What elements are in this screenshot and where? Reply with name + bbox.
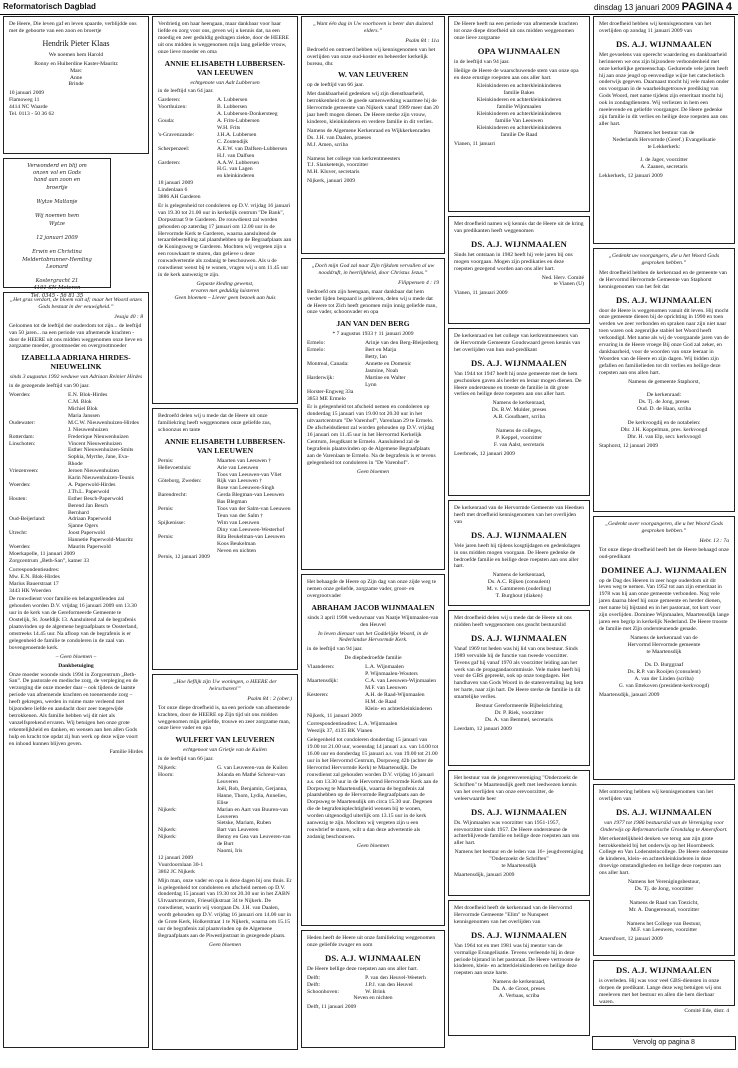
- family-row: Gouda: A. Frits-Lubbersen W.H. Frits: [158, 118, 260, 131]
- deceased-name: DS. A.J. WIJNMAALEN: [324, 952, 422, 963]
- family-row: Maartensdijk: C.A. van Leeuwen-Wijnmaalen M.F. van Leeuwen: [307, 677, 436, 691]
- family-row: Oudewater: M.C.W. Nieuwenhuizen-Hirdes J. Nieuwenhuizen: [9, 419, 139, 433]
- birth-announcement-1: De Heere, Die leven gaf en leven spaarde, verblijdde ons met de geboorte van een zoon en broertje Hendrik Pieter Klaas We noemen hem Harold Ronny en Huiberdine Kaster-Mauritz Marc Anne Brinde 10 januari 2009 Flamoweg 11 4414 NC Waarde Tel. 0113 - 50 36 62: [3, 16, 149, 154]
- family-row: Nijkerk: Marian en Aart van Buuren-van Leuveren Sietske, Mariam, Ruben: [158, 806, 289, 827]
- page-number: 4: [725, 1, 732, 13]
- deceased-name: ABRAHAM JACOB WIJNMAALEN: [311, 602, 435, 612]
- column-1: [3, 16, 149, 1056]
- family-row: Garderen: A.A.W. Lubbersen H.G. van Lagen en kleinkinderen: [158, 159, 260, 180]
- family-row: Pernis: Rita Beukelman-van Leeuwen Koos Beukelman: [158, 533, 285, 547]
- newspaper-name: Reformatorisch Dagblad: [3, 2, 96, 11]
- notice-comite-vianen: Met droefheid namen wij kennis dat de Heere uit de kring van predikanten heeft weggenomen DS. A.J. WIJNMAALEN Sinds het ontstaan in 1982 heeft hij vele jaren bij ons mogen voorgaan. Mogen zijn predikaties en deze roepsten gezegend worden aan ons aller hart. Ned. Herv. Comité te Vianen (U) Vianen, 11 januari 2009: [448, 216, 590, 324]
- notice-maartensdijk: „Gedenkt uwer voorgangeren, die u het Woord Gods gesproken hebben.” Hebr. 13 : 7a Tot onze diepe droefheid heeft het de Heere behaagd onze oud-predikant DOMINEE A.J. WIJNMAALEN op de Dag des Heeren in zeer hoge ouderdom uit dit leven weg te nemen. Van 1952 tot aan zijn emeritaat in 1978 was hij aan onze gemeente verbonden. Nog vele jaren daarna bleef hij onze gemeente en herder dienen, met name bij bijstand en in het pastoraat, tot kort voor zijn overlijden. Dominee Wijnmaalen, Maartensdijk lange jaren een begrip in kerkelijk Nederland. De Heere trooste de familie met Zijn ondersteunende genade. Namens de kerkenraad van de Hervormd Hervormde gemeente te Maartensdijk Ds. D. Burggraaf Ds. R.P. van Rooijen (consulent) A. van der Linden (scriba) G. van Ettekoven (president-kerkvoogd) Maartensdijk, januari 2009: [593, 516, 735, 780]
- notice-opa-wijnmaalen: De Heere heeft na een periode van afnemende krachten tot onze diepe droefheid uit ons midden weggenomen onze lieve zorgzame OPA WIJNMAALEN in de leeftijd van 94 jaar. Heilige de Heere de waarschuwende stem van onze opa en deze ernstige roepsten aan ons aller hart. Kleinkinderen en achterkleinkinderen familie Bakes Kleinkinderen en achterkleinkinderen familie Wijnmaalen Kleinkinderen en achterkleinkinderen familie Van Leeuwen Kleinkinderen en achterkleinkinderen familie De Raad Vianen, 11 januari: [448, 16, 590, 212]
- family-row: Vlaanderen: L.A. Wijnmaalen P. Wijnmaalen-Wouters: [307, 664, 418, 678]
- family-row: Garderen: A. Lubbersen: [158, 97, 248, 104]
- deceased-name: OPA WIJNMAALEN: [477, 45, 561, 56]
- notice-nunspeet: Met droefheid heeft de kerkenraad van de Hervormd Hervormde Gemeente "Elim" te Nunspeet kennisgenomen van het overlijden van DS. A.J. WIJNMAALEN Van 1964 tot en met 1981 was hij mentor van de vormalige Evangelisatie. Tevens verleende hij in deze periode bijstand in het pastoraat. De Heere vertrooste de kinderen, klein- en achterkleinkinderen en heilige deze roepsten aan onze harte. Namens de kerkenraad, Ds. A. de Groot, preses A. Verbaas, scriba: [448, 900, 590, 1036]
- deceased-name: DS. A.J. WIJNMAALEN: [470, 632, 568, 643]
- family-row: Oud-Beijerland: Adriaan Paperwold Sjanne Ogers: [9, 516, 112, 530]
- obituary-van-leuveren: „Hoe lieflijk zijn Uw woningen, o HEERE der heirscharen!” Psalm 84 : 2 (ober.) Tot onze diepe droefheid is, na een periode van afnemende krachten, door de HEERE op Zijn tijd uit ons midden weggenomen mijn geliefde, trouwe en zeer zorgzame man, onze lieve vader en opa WULFERT VAN LEUVEREN echtgenoot van Grietje van de Kuilen in de leeftijd van 66 jaar. Nijkerk: G. van Leuveren-van de Kuilen Hoorn: Jolanda en Mathé Schreur-van Leuveren Joël, Rob, Benjamin, Gerjanna, Hanne, Thom, Lydia, Annelies, Elise Nijkerk: Marian en Aart van Buuren-van Leuveren Sietske, Mariam, Ruben Nijkerk: Bart van Leuveren Nijkerk: Benny en Gea van Leuveren-van de Burt Naomi, Iris 12 januari 2009 Vuurdoornlaan 30-1 3862 JC Nijkerk Mijn man, onze vader en opa is deze dagen bij ons thuis. Er is gelegenheid tot condoleren en afscheid nemen op D.V. donderdag 15 januari van 19.30 tot 20.30 uur in het ZABN Uitvaartcentrum, Frieselijkstraat 34 te Nijkerk. De rouwdienst, waarin wij voorgaan Ds. J.H. van Daalen, wordt gehouden op D.V. vrijdag 16 januari om 14.00 uur in de Grote Kerk, Holkerstraat 1 te Nijkerk, waarna om 15.15 uur de begrafenis zal plaatsvinden op de Algemene Begraafplaats aan de Piwestijnstraat in gezegende plaats. Geen bloemen: [152, 674, 298, 1050]
- page-header: [0, 0, 738, 14]
- notice-school-association: Met ontroering hebben wij kennisgenomen van het overlijden van DS. A.J. WIJNMAALEN van 1977 tot 1986 bestuurslid van de Vereniging voor Onderwijs op Reformatorische Grondslag te Amersfoort. Met erkentelijkheid denken we terug aan zijn grote betrokkenheid bij het onderwijs op het Hoornbeeck College en Van Lodensteincollege. De Heere ondersteune de kinderen, klein- en achterkleinkinderen in deze droevige omstandigheden en heilige deze roepsten aan ons aller hart. Namens het Verenigingsbestuur, Ds. Tj. de Jong, voorzitter Namens de Raad van Toezicht, Mr. A. Dangerenoud, voorzitter Namens het College van Bestuur, M.F. van Leeuwen, voorzitter Amersfoort, 12 januari 2009: [593, 784, 735, 956]
- obituary-lubbersen: Verdrietig om haar heengaan, maar dankbaar voor haar liefde en zorg voor ons, geven wij u kennis dat, na een moedig en zeer geduldig gedragen ziekte, door de HEERE uit ons midden is weggenomen mijn lang geliefde vrouw, onze lieve moeder en oma ANNIE ELISABETH LUBBERSEN-VAN LEEUWEN echtgenote van Aalt Lubbersen in de leeftijd van 64 jaar. Garderen: A. Lubbersen Voorthuizen: B. Lubbersen A. Lubbersen-Donkersteeg Gouda: A. Frits-Lubbersen W.H. Frits 's-Gravenzande: J.H.A. Lubbersen C. Zoutendijk Scherpenzeel: A.E.W. van Dalfsen-Lubbersen H.J. van Dalfsen Garderen: A.A.W. Lubbersen H.G. van Lagen en kleinkinderen 18 januari 2009 Lindenlaan 6 3886 AH Garderen Er is gelegenheid tot condoleren op D.V. vrijdag 16 januari van 19.30 tot 21.00 uur in kerkelijk centrum "De Bank", Dorpsstraat 9 te Garderen. De rouwdienst zal worden gehouden op zaterdag 17 januari om 12.00 uur in de Hervormde Kerk te Garderen, waarna aansluitend de teraardebestelling zal plaatshebben op de Begraafplaats aan de Koningsweg te Garderen. Mochten wij vergeten zijn u een rouwkaart te sturen, dan gelieve u deze rouwadvertentie als zodanig te beschouwen. Als u de rouwdienst wenst bij te wonen, vragen wij u om 11.45 uur in de kerk aanwezig te zijn. Gepaste kleding gewenst, ervaren met geduldig luisteren Geen bloemen – Liever geen bezoek aan huis: [152, 16, 298, 404]
- family-row: Pernis: Toos van der Salm-van Leeuwen Teun van der Salm †: [158, 506, 291, 519]
- notice-van-leuveren-church: „Want één dag in Uw voorhoven is beter dan duizend elders.” Psalm 84 : 11a Bedroefd en ontroerd hebben wij kennisgenomen van het overlijden van onze oud-koster en beheerder kerkelijk bureau, dhr. W. VAN LEUVEREN op de leeftijd van 66 jaar. Met dankbaarheid gedenken wij zijn dienstbaarheid, betrokkenheid en de goede samenwerking waarmee hij de Hervormde gemeente van Nijkerk vanaf 1989 meer dan 20 jaar heeft mogen dienen. De Heere sterke zijn vrouw, kinderen, kleinkinderen en verdere familie in dit verlies. Namens de Algemene Kerkenraad en Wijkkerkenraden Ds. J.H. van Daalen, praeses M.J. Amen, scriba Namens het college van kerkrentmeesters T.J. Slanketetsjn, voorzitter M.H. Kluver, secretaris Nijkerk, januari 2009: [301, 16, 445, 254]
- deceased-name: DS. A.J. WIJNMAALEN: [470, 806, 568, 817]
- family-row: Woerden: Maurits Paperwold: [9, 544, 111, 551]
- deceased-name: DS. A.J. WIJNMAALEN: [615, 294, 713, 305]
- column-3: [301, 16, 445, 1056]
- family-row: Hoorn: Jolanda en Mathé Schreur-van Leuveren Joël, Rob, Benjamin, Gerjanna, Hanne, Thom, Lydia, Annelies, Elise: [158, 772, 288, 806]
- family-row: Nijkerk: G. van Leuveren-van de Kuilen: [158, 765, 288, 772]
- deceased-name: DS. A.J. WIJNMAALEN: [470, 357, 568, 368]
- family-row: Spijkenisse: Wim van Leeuwen Diny van Leeuwen-Westerhof: [158, 519, 285, 533]
- family-row: Ermelo: Bert en Marja Betty, Ian: [307, 347, 397, 361]
- deceased-name: IZABELLA ADRIANA HIRDES-NIEUWELINK: [21, 353, 131, 372]
- family-row: Houten: Esther Besch-Paperwold Berend Jan Besch Bernhard: [9, 495, 124, 516]
- page-label: PAGINA: [681, 1, 724, 13]
- notice-youth-association: Het bestuur van de jongerenvereniging "Onderzoekt de Schriften" te Maartensdijk geeft met leedwezen kennis van het overlijden van onze erevoorzitter, de weleerwaarde heer DS. A.J. WIJNMAALEN Ds. Wijnmaalen was voorzitter van 1951-1957, erevoorzitter sinds 1957. De Heere ondersteune de achterblijvende familie en heilige deze roepsten aan ons aller hart. Namens het bestuur en de leden van 16+ jeugdvereniging "Onderzoekt de Schriften" te Maartensdijk Maartensdijk, januari 2009: [448, 770, 590, 896]
- family-row: Hellevoetsluis: Arie van Leeuwen Toos van Leeuwen-van Vliet: [158, 464, 282, 478]
- header-rule: [0, 14, 738, 15]
- column-2: [152, 16, 298, 1056]
- family-row: Göteborg, Zweden: Rijk van Leeuwen † Rose van Leeuwen-Singh: [158, 478, 275, 492]
- obituary-lubbersen-family: Bedroefd delen wij u mede dat de Heere uit onze familiekring heeft weggenomen onze geliefde zus, schoonzus en tante ANNIE ELISABETH LUBBERSEN-VAN LEEUWEN Pernis: Maarten van Leeuwen † Hellevoetsluis: Arie van Leeuwen Toos van Leeuwen-van Vliet Göteborg, Zweden: Rijk van Leeuwen † Rose van Leeuwen-Singh Barendrecht: Gerda Blegman-van Leeuwen Bas Blegman Pernis: Toos van der Salm-van Leeuwen Teun van der Salm † Spijkenisse: Wim van Leeuwen Diny van Leeuwen-Westerhof Pernis: Rita Beukelman-van Leeuwen Koos Beukelman Neven en nichten Pernis, 12 januari 2009: [152, 408, 298, 670]
- deceased-name: W. VAN LEUVEREN: [337, 70, 409, 80]
- family-row: Nijkerk: Bart van Leuveren: [158, 827, 259, 834]
- deceased-name: ANNIE ELISABETH LUBBERSEN-VAN LEEUWEN: [164, 58, 286, 77]
- deceased-name: WULFERT VAN LEUVEREN: [175, 735, 275, 745]
- birth-announcement-2: [3, 158, 111, 299]
- family-row: Ermelo: Arinje van den Berg-Bleijenberg: [307, 340, 439, 347]
- deceased-name: JAN VAN DEN BERG: [336, 319, 410, 329]
- family-row: Pernis: Maarten van Leeuwen †: [158, 457, 272, 464]
- column-4: [448, 16, 590, 1056]
- page-date: dinsdag 13 januari 2009 PAGINA 4: [594, 1, 732, 13]
- notice-lekkerkerk: Met droefheid hebben wij kennisgenomen van het overlijden op zondag 11 januari 2009 van DS. A.J. WIJNMAALEN Met gevoelens van operecht waardering en dankbaarheid herinneren we ons zijn bijzondere verbondenheid met onze kerkelijke gemeenschap. Gedurende vele jaren heeft hij aan onze jeugd op eenvoudige wijze het catechetisch onderwijs gegeven. Daarnaast mocht hij vele malen onder ons voorgaan in de waarheidsgetrouwe prediking van Gods Woord, met name tijdens zijn emeritaat mocht hij ook in zondagdiensten. Wij verliezen in hem een meelevende en geliefde voorganger. De Heere gedenke zijn familie in dit verlies en heilige deze roepsten aan ons aller hart. Namens het bestuur van de Nederlands Hervormde (Geref.) Evangelisatie te Lekkerkerk: J. de Jager, voorzitter A. Zaanen, secretaris Lekkerkerk, 12 januari 2009: [593, 16, 735, 244]
- notice-gbs: Met droefheid delen wij u mede dat de Heere uit ons midden heeft weggenomen ons geacht bestuurslid DS. A.J. WIJNMAALEN Vanaf 1969 tot heden was hij lid van ons bestuur. Sinds 1989 vervulde hij de functie van tweede voorzitter. Tevens gaf hij vanaf 1970 als voorzitter leiding aan het werk van de propagandacommissie. Vele malen heeft hij voor de GBS gepreekt, ook op onze toogdagen. Het handhaven van Gods Woord in de statenvertaling lag hem ter harte, naar zijn hart. De Heere sterke de familie in dit smartelijke verlies. Bestuur Gereformeerde Bijbelstichting Dr. P. Riek, voorzitter Ds. A. van Bemmel, secretaris Leerdam, 12 januari 2009: [448, 610, 590, 766]
- notice-goudswaard: De kerkenraad en het college van kerkrentmeesters van de Hervormde Gemeente Goudswaard geven kennis van het overlijden van hun oud-predikant DS. A.J. WIJNMAALEN Van 1944 tot 1947 heeft hij onze gemeente met de hem geschonken gaven als herder en leraar mogen dienen. De Heere ondersteune en troeste de familie in dit grote verlies en heilige deze roepsten aan ons aller hart. Namens de kerkenraad, Ds. B.W. Mulder, preses A.B. Goudbaert, scriba Namens de colleges, P. Keppel, voorzitter F. van Aalst, secretaris Leerbroek, 12 januari 2009: [448, 328, 590, 496]
- deceased-name: DS. A.J. WIJNMAALEN: [470, 238, 568, 249]
- family-row: Schoonhoven: W. Brink: [307, 988, 386, 995]
- family-row: 's-Gravenzande: J.H.A. Lubbersen C. Zoutendijk: [158, 131, 257, 145]
- notice-staphorst: „Gedenkt uw voorgangers, die u het Woord Gods gesproken hebben.” Met droefheid hebben de kerkenraad en de gemeente van de Hervormd Hervormde Gemeente van Staphorst kennisgenomen van het feit dat DS. A.J. WIJNMAALEN door de Heere is weggenomen vanuit dit leven. Hij mocht onze gemeente dienen bij de oprichting in 1990 en toen werden we zeer verbonden en spraken naar zijn niet naar toen waren ook zegenrijke stabiel het Woord heeft verkondigd. Met name als wij de voorgaande jaren van de ervaring in de Heere vroege Bij onze God zal zeker, en dankbaarheid, voor de woorden van onze leeraar in Woorden van de Heere en zijn dagen. Wij bidden zijn gefallen en familielieden tot dit verlies en heilige deze roepsten aan ons allen hart. Namens de gemeente Staphorst, De kerkenraad: Ds. Tj. de Jong, preses Oud. D. de Haan, scriba De kerkvoogdij en de notabelen: Dhr. J.H. Koppelman, pres. kerkvoogd Dhr. H. van Elp, secr. kerkvoogd Staphorst, 12 januari 2009: [593, 248, 735, 512]
- family-row: Woerden: A. Paperwold-Hirdes J.Th.L. Paperwold: [9, 481, 116, 495]
- family-row: Utrecht: Joost Paperwold Hannetie Paperwold-Mauritz: [9, 530, 134, 544]
- obituary-wijnmaalen: Het behaagde de Heere op Zijn dag van onze zijde weg te nemen onze geliefde, zorgzame vader, groot- en overgrootvader ABRAHAM JACOB WIJNMAALEN sinds 3 april 1998 weduwnaar van Naatje Wijnmaalen-van den Heuvel In leven dienaar van het Goddelijke Woord, in de Nederlandse Hervormde Kerk. in de leeftijd van 94 jaar. De diepbedroefde familie Vlaanderen: L.A. Wijnmaalen P. Wijnmaalen-Wouters Maartensdijk: C.A. van Leeuwen-Wijnmaalen M.F. van Leeuwen Kesteren: A.H. de Raad-Wijnmaalen H.M. de Raad Klein- en achterkleinkinderen Nijkerk, 11 januari 2009 Correspondentieadres: L.A. Wijnmaalen Weezijk 37, 4135 BK Vianen Gelegenheid tot condoleren donderdag 15 januari van 19.00 tot 21.00 uur, woensdag 14 januari a.s. van 14.00 tot 16.00 uur en donderdag 15 januari a.s. van 19.00 tot 21.00 uur in het Hervormd Centrum, Dorpsweg 42b (achter de Hervormd Hervormde Kerk) te Maartensdijk. De rouwdienst zal gehouden worden D.V. vrijdag 16 januari a.s. om 13.30 uur in de Hervormd Hervormde Kerk aan de Dorpsweg te Maartensdijk, waarna de begrafenis zal plaatshebben op de Hervormde Begraafplaats aan de Dorpsweg te Maartensdijk om circa 15.30 uur. Degenen die de begrafenisplechtigheid wensen bij te wonen, worden uitgenodigd uiterlijk om 13.15 uur in de kerk aanwezig te zijn. Mochten wij vergeten zijn u een rouwbrief te sturen, wilt u dan deze advertentie als zodanig beschouwen. Geen bloemen: [301, 574, 445, 926]
- deceased-name: DS. A.J. WIJNMAALEN: [470, 529, 568, 540]
- handwritten-text: Verwonderd en blij om onzen vol en Gods hand aan zoon en broertje Wytze Maltanje Wij noemen hem Wytze 12 januari 2009 Erwin en Christina Meldertobrunner-Hemling Leonard Kostergracht 21 4191 SN Meteren Tel. 0345 - 56 81 35: [22, 163, 92, 299]
- family-list: [9, 392, 143, 551]
- family-row: Vriezenveen: Jeroen Nieuwenhuizen Karin Nieuwenhuizen-Teunis: [9, 468, 134, 482]
- notice-heedsen: De kerkenraad van de Hervormde Gemeente van Heedsen heeft met droefheid kennisgenomen van het overlijden van DS. A.J. WIJNMAALEN Vele jaren heeft hij tijdens kosgtijdagen en gedenkdagen in ons midden mogen voorgaan. De Heere gedenke de bedroefde familie en heilige deze roepsten aan ons aller hart. Namens de kerkenraad, Ds. A.C. Rijken (consulent) M. v. Gammeren (ouderling) T. Burghout (diaken): [448, 500, 590, 606]
- family-row: Neven en nichten: [216, 547, 257, 554]
- family-row: Rotterdam: Frederique Nieuwenhuizen: [9, 433, 129, 440]
- family-row: Linschoten: Vincent Nieuwenhuizen Esther Nieuwenhuizen-Smits Sophia, Myrthe, Jane, Eva-Rhode: [9, 440, 134, 468]
- family-row: Nijkerk: Benny en Gea van Leuveren-van de Burt Naomi, Iris: [158, 834, 291, 855]
- family-row: Kesteren: A.H. de Raad-Wijnmaalen H.M. de Raad: [307, 691, 425, 705]
- obituary-hirdes: „Het gras verdort, de bloem valt af; maar het Woord onzes Gods bestaat in der eeuwigheid.” Jesaja 40 : 8 Geloomen tot de leeftijd der ouderdom tot zijn... de leeftijd van 50 jaren... na een periode van afnemende krachten - door de HEERE uit ons midden weggenomen onze lieve en zorgzame moeder, grootmoeder en overgrootmoeder IZABELLA ADRIANA HIRDES-NIEUWELINK sinds 3 augustus 1992 weduwe van Adriaan Reinier Hirdes in de gezegende leeftijd van 90 jaar. Woerden: E.N. Blok-Hirdes C.M. Blok Michiel Blok Maria Janssen Oudewater: M.C.W. Nieuwenhuizen-Hirdes J. Nieuwenhuizen Rotterdam: Frederique Nieuwenhuizen Linschoten: Vincent Nieuwenhuizen Esther Nieuwenhuizen-Smits Sophia, Myrthe, Jane, Eva-Rhode Vriezenveen: Jeroen Nieuwenhuizen Karin Nieuwenhuizen-Teunis Woerden: A. Paperwold-Hirdes J.Th.L. Paperwold Houten: Esther Besch-Paperwold Berend Jan Besch Bernhard Oud-Beijerland: Adriaan Paperwold Sjanne Ogers Utrecht: Joost Paperwold Hannetie Paperwold-Mauritz Woerden: Maurits Paperwold Moerkapelle, 11 januari 2009 Zorgcentrum „Beth-San”, kamer 33 Correspondentieadres: Mw. E.N. Blok-Hirdes Marius Bauerstraat 17 3443 HK Woerden De rouwdienst voor familie en belangstellenden zal gehouden worden D.V. vrijdag 16 januari 2009 om 13.30 uur in de kerk van de Gereformeerde Gemeente te Oostelijk, St. Josefdijk 13. Aansluitend zal de begrafenis plaatsvinden op de algemene begraafplaats te Oosterland, omstreeks 14.45 uur. Na afloop van de begrafenis is er gelegenheid de familie te condoleren in de zaal van bovengenoemde kerk. – Geen bloemen – Dankbetuiging Onze moeder woonde sinds 1994 in Zorgcentrum „Beth-San”. De pastorale en medische zorg, de verpleging en de verzorging die onze moeder daar – ook tijdens de laatste periode van afnemende krachten en toenemende zorg – heeft gekregen, werden in ruime mate verleend met bijzondere liefde en aandacht door zeer toegewijde betrokkenen. Als familie hebben wij dit niet als vanzelfsprekend ervaren. Wij betuigen hen onze grote erkentelijkheid en danken, en wensen aan hen allen Gods hulp en kracht toe opdat zij hun werk op deze wijze voort en inhoud kunnen blijven geven. Familie Hirdes: [3, 292, 149, 1048]
- family-row: Scherpenzeel: A.E.W. van Dalfsen-Lubbersen H.J. van Dalfsen: [158, 145, 288, 159]
- family-row: Woerden: E.N. Blok-Hirdes C.M. Blok Michiel Blok Maria Janssen: [9, 392, 108, 419]
- deceased-name: DS. A.J. WIJNMAALEN: [615, 965, 713, 975]
- notice-wijnmaalen-family: Heden heeft de Heere uit onze familiekring weggenomen onze geliefde zwager en oom DS. A.J. WIJNMAALEN De Heere bellige deze roepsten aan ons aller hart. Delft: P. van den Heuvel-Weeterh Delft: J.P.J. van den Heuvel Schoonhoven: W. Brink Neven en nichten Delft, 11 januari 2009: [301, 930, 445, 1048]
- family-row: Delft: J.P.J. van den Heuvel: [307, 981, 413, 988]
- deceased-name: DS. A.J. WIJNMAALEN: [615, 806, 713, 817]
- family-row: Voorthuizen: B. Lubbersen A. Lubbersen-Donkersteeg: [158, 104, 278, 118]
- deceased-name: ANNIE ELISABETH LUBBERSEN-VAN LEEUWEN: [164, 436, 286, 455]
- family-row: Montreal, Canada: Annette en Domenic Jasmine, Noah: [307, 360, 412, 374]
- child-name: Hendrik Pieter Klaas: [42, 38, 110, 48]
- family-row: Barendrecht: Gerda Blegman-van Leeuwen Bas Blegman: [158, 492, 285, 506]
- family-row: Delft: P. van den Heuvel-Weeterh: [307, 974, 426, 981]
- family-row: Klein- en achterkleinkinderen: [365, 705, 432, 712]
- deceased-name: DS. A.J. WIJNMAALEN: [470, 929, 568, 940]
- deceased-name: DOMINEE A.J. WIJNMAALEN: [601, 564, 727, 575]
- continued-on-page-8[interactable]: Vervolg op pagina 8: [592, 1036, 736, 1050]
- deceased-name: DS. A.J. WIJNMAALEN: [615, 38, 713, 49]
- family-row: Harderwijk: Martine en Walter Lynn: [307, 374, 406, 388]
- thanks-heading: Dankbetuiging: [58, 662, 94, 669]
- obituary-van-den-berg: „Doch mijn God zal naar Zijn rijkdom vervullen al uw nooddruft, in heerlijkheid, door Christus Jezus.” Filippensen 4 : 19 Bedroefd om zijn heengaan, maar dankbaar dat hem verder lijden bespaard is gebleven, delen wij u mede dat de Heere tot Zich heeft genomen mijn innig geliefde man, onze vader, schoonvader en opa JAN VAN DEN BERG * 7 augustus 1933 † 11 januari 2009 Ermelo: Arinje van den Berg-Bleijenberg Ermelo: Bert en Marja Betty, Ian Montreal, Canada: Annette en Domenic Jasmine, Noah Harderwijk: Martine en Walter Lynn Horster-Engweg 33a 3853 ME Ermelo Er is gelegenheid tot afscheid nemen en condoleren op donderdag 15 januari van 19.00 tot 20.30 uur in het uitvaartcentrum "De Varenhof", Varenlaan 29 te Ermelo. De afscheidsdienst zal worden gehouden op D.V. vrijdag 16 januari om 11.45 uur in het Hervormd Kerkelijk Centrum, Jeugdkant te Ermelo. Aansluitend zal de begrafenis plaatsvinden op de Algemene Begraafplaats aan de Varenlaan te Ermelo. Na de begrafenis is er tevens gelegenheid tot condoleren in "De Varenhof". Geen bloemen: [301, 258, 445, 570]
- notice-gbs-ede: DS. A.J. WIJNMAALEN is overleden. Hij was voor veel GBS-diensten in onze dorpen de predikant. Lange deze weg betuigen wij ons meeleven met het bestuur en allen die hem dierbaar waren. Comité Ede, distr. 4: [593, 960, 735, 1006]
- column-5: [593, 16, 735, 1056]
